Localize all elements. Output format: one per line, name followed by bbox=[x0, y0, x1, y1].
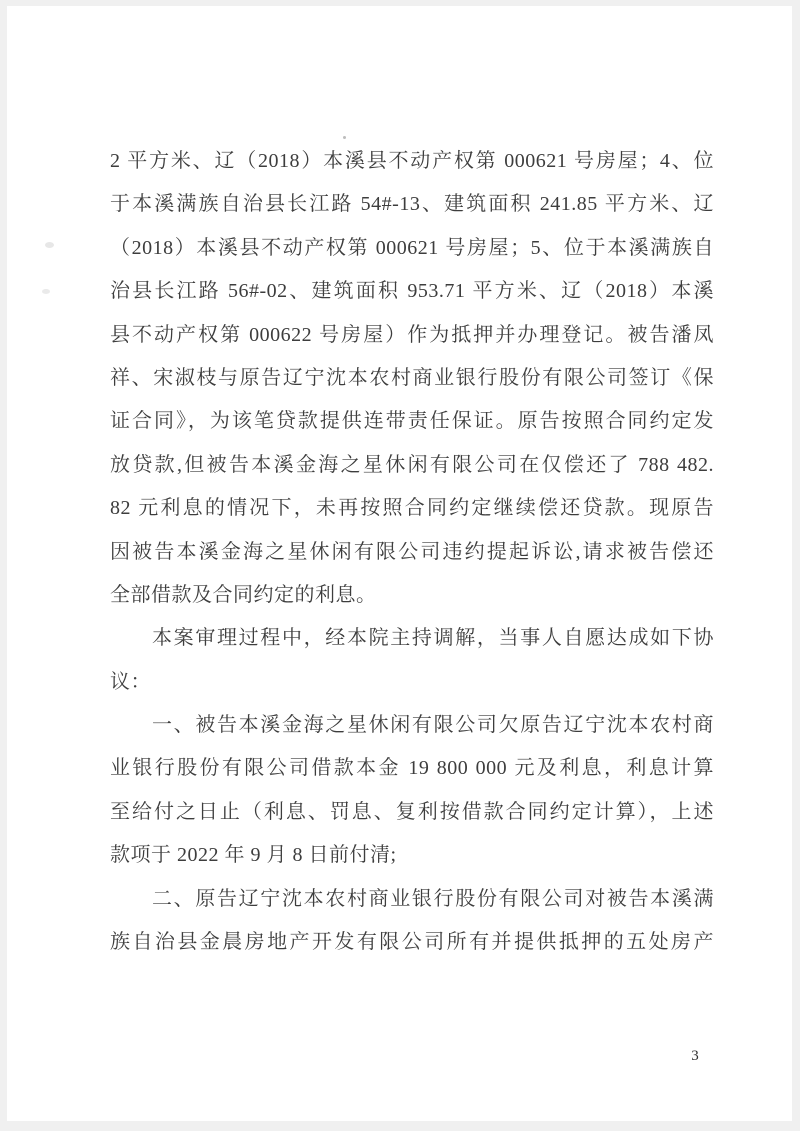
text-line: 二、原告辽宁沈本农村商业银行股份有限公司对被告本溪满 bbox=[152, 887, 714, 910]
text-line: 至给付之日止（利息、罚息、复利按借款合同约定计算），上述 bbox=[110, 800, 714, 823]
text-line: 于本溪满族自治县长江路 54#-13、建筑面积 241.85 平方米、辽 bbox=[110, 193, 714, 216]
text-line: 2 平方米、辽（2018）本溪县不动产权第 000621 号房屋；4、位 bbox=[110, 150, 714, 172]
text-line: 业银行股份有限公司借款本金 19 800 000 元及利息，利息计算 bbox=[110, 757, 714, 780]
text-line: 本案审理过程中，经本院主持调解，当事人自愿达成如下协 bbox=[152, 627, 714, 650]
text-line: 因被告本溪金海之星休闲有限公司违约提起诉讼,请求被告偿还 bbox=[110, 540, 714, 563]
text-line: 款项于 2022 年 9 月 8 日前付清; bbox=[110, 844, 397, 867]
text-line: 县不动产权第 000622 号房屋）作为抵押并办理登记。被告潘凤 bbox=[110, 323, 714, 346]
document-page bbox=[7, 6, 792, 1121]
text-line: 祥、宋淑枝与原告辽宁沈本农村商业银行股份有限公司签订《保 bbox=[110, 366, 714, 389]
text-line: 一、被告本溪金海之星休闲有限公司欠原告辽宁沈本农村商 bbox=[152, 714, 714, 737]
body-text bbox=[110, 140, 714, 964]
text-line: 议： bbox=[110, 670, 151, 693]
text-line: 全部借款及合同约定的利息。 bbox=[110, 583, 377, 606]
text-line: （2018）本溪县不动产权第 000621 号房屋；5、位于本溪满族自 bbox=[110, 236, 714, 259]
scan-speck bbox=[343, 136, 346, 139]
text-line: 族自治县金晨房地产开发有限公司所有并提供抵押的五处房产 bbox=[110, 931, 714, 954]
text-line: 证合同》，为该笔贷款提供连带责任保证。原告按照合同约定发 bbox=[110, 410, 714, 433]
scan-smudge bbox=[42, 289, 50, 294]
text-line: 82 元利息的情况下，未再按照合同约定继续偿还贷款。现原告 bbox=[110, 497, 714, 520]
text-line: 放贷款,但被告本溪金海之星休闲有限公司在仅偿还了 788 482. bbox=[110, 453, 714, 476]
page-number: 3 bbox=[691, 1048, 699, 1064]
scan-smudge bbox=[45, 242, 54, 248]
text-line: 治县长江路 56#-02、建筑面积 953.71 平方米、辽（2018）本溪 bbox=[110, 280, 714, 303]
